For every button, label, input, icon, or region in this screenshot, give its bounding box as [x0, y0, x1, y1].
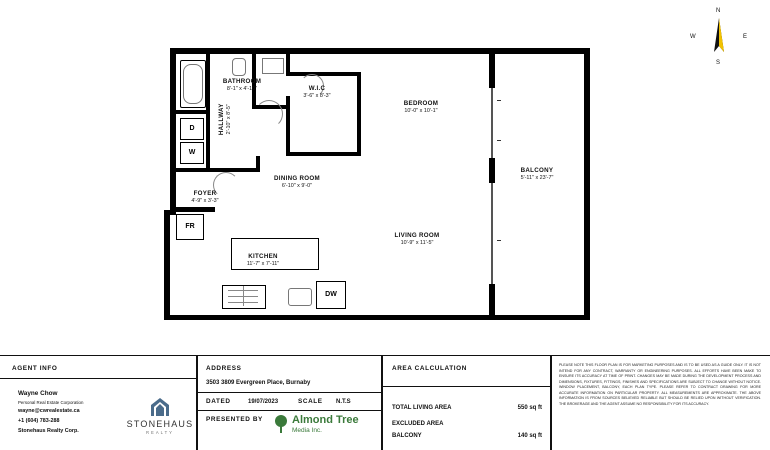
- interior-wall-dining-left: [256, 156, 260, 172]
- footer-divider-3: [550, 356, 552, 450]
- room-label-kitchen: [224, 253, 302, 268]
- room-dims: 10'-9" x 11'-5": [400, 239, 434, 246]
- house-logo-icon: [150, 397, 170, 417]
- interior-wall-wic-top: [286, 72, 361, 76]
- fridge-label: FR: [185, 223, 195, 230]
- room-dims: 8'-1" x 4'-10": [226, 85, 258, 92]
- room-label-dining-room: [258, 175, 336, 190]
- producer-sub: Media Inc.: [292, 427, 322, 434]
- window-glazing-upper: [491, 88, 493, 158]
- agent-email[interactable]: wayne@cwrealestate.ca: [18, 408, 80, 414]
- interior-wall-foyer-bottom: [170, 207, 215, 212]
- room-name: KITCHEN: [248, 253, 278, 260]
- area-row-value: 140 sq ft: [517, 433, 542, 439]
- room-label-wic: [288, 85, 346, 100]
- area-row-value: 550 sq ft: [517, 405, 542, 411]
- tree-logo-icon: [274, 415, 288, 433]
- agent-phone[interactable]: +1 (604) 783-288: [18, 418, 60, 424]
- compass-needle-icon: [688, 8, 750, 70]
- scale-label: SCALE: [298, 398, 323, 405]
- room-dims: 2'-10" x 8'-5": [225, 104, 232, 135]
- interior-wall-hall-left: [206, 54, 210, 169]
- area-header-rule: [381, 386, 550, 387]
- agent-info-header: AGENT INFO: [12, 365, 58, 372]
- interior-wall-wic-left-b: [286, 96, 290, 156]
- room-label-bedroom: [382, 100, 460, 115]
- agent-header-rule: [0, 378, 196, 379]
- area-row-label: TOTAL LIVING AREA: [392, 405, 452, 411]
- washer-label: W: [188, 149, 196, 156]
- exterior-wall-bottom: [164, 315, 494, 320]
- area-row-label: BALCONY: [392, 433, 422, 439]
- dishwasher-appliance: [316, 281, 346, 309]
- room-name: HALLWAY: [217, 103, 225, 136]
- compass-rose: [688, 8, 750, 70]
- dated-rule: [196, 410, 381, 411]
- bathtub-basin: [183, 64, 203, 104]
- dryer-appliance: [180, 118, 204, 140]
- balcony-tick-3: [497, 240, 501, 241]
- washer-appliance: [180, 142, 204, 164]
- brokerage-sub: REALTY: [146, 430, 174, 435]
- room-dims: 6'-10" x 9'-0": [281, 182, 313, 189]
- agent-name: Wayne Chow: [18, 390, 58, 397]
- room-label-balcony: [488, 167, 586, 182]
- stove-divider: [243, 286, 244, 306]
- agent-company: Stonehaus Realty Corp.: [18, 428, 79, 434]
- balcony-railing-right: [584, 48, 590, 320]
- balcony-railing-bottom: [495, 315, 590, 320]
- address-header: ADDRESS: [206, 365, 242, 372]
- bathroom-sink-fixture: [262, 58, 284, 74]
- interior-wall-foyer-top: [210, 168, 260, 172]
- footer-divider-2: [381, 356, 383, 450]
- interior-wall-dining-top: [286, 152, 361, 156]
- compass-south-label: S: [716, 60, 721, 66]
- dated-label: DATED: [206, 398, 231, 405]
- balcony-wall-a: [489, 48, 495, 88]
- door-swing-bathroom: [255, 100, 283, 128]
- kitchen-sink-fixture: [288, 288, 312, 306]
- window-glazing-lower: [491, 183, 493, 284]
- producer-name: Almond Tree: [292, 414, 359, 426]
- room-label-living-room: [378, 232, 456, 247]
- room-label-hallway: [218, 89, 233, 149]
- brokerage-name: STONEHAUS: [126, 419, 194, 429]
- balcony-tick-2: [497, 140, 501, 141]
- fridge-appliance: [176, 214, 204, 240]
- presented-by-label: PRESENTED BY: [206, 416, 263, 423]
- floor-plan-footer: [0, 355, 770, 450]
- area-calculation-header: AREA CALCULATION: [392, 365, 467, 372]
- room-dims: 11'-7" x 7'-11": [246, 260, 280, 267]
- exterior-wall-left-lower: [164, 210, 170, 320]
- room-name: BATHROOM: [222, 78, 262, 85]
- dated-value: 19/07/2023: [248, 399, 279, 405]
- area-row-label: EXCLUDED AREA: [392, 421, 444, 427]
- room-label-foyer: [170, 190, 240, 205]
- stove-appliance: [222, 285, 266, 309]
- room-name: DINING ROOM: [274, 175, 320, 182]
- disclaimer-text: PLEASE NOTE THIS FLOOR PLAN IS FOR MARKETING PURPOSES AND IS TO BE USED AS A GUIDE ONLY. IT IS NOT INTEND FOR ANY CONTRACT, WARRANTY OR ENGINEERING PURPOSES. ALL EFFORTS HAVE BEEN MAKE TO ENSURE ITS ACCURACY AT TIME OF PRINT. CHANGES MAY BE MADE DURING THE DEVELOPMENT PROCESS AND DIMENSIONS, FIXTURES, FITTINGS, FINISHES AND SPECIFICATIONS ARE SUBJECT TO CHANGE WITHOUT NOTICE. WINDOW PLACEMENT, BALCONY, EACH PLAN TYPE. PLEASE REFER TO CONTRACT DRAWING FOR MORE ACCURATE INFORMATION ON PARTICULAR PROPERTY. ALL MEASUREMENTS ARE APPROXIMATE. THE ABOVE INFORMATION IS FROM SOURCES BELIEVED RELIABLE BUT SHOULD BE RELIED UPON WITHOUT VERIFICATION. THE BROKERAGE AND THE AGENT ASSUME NO RESPONSIBILITY FOR ITS ACCURACY.: [559, 363, 761, 406]
- room-dims: 3'-6" x 8'-3": [303, 92, 331, 99]
- room-name: LIVING ROOM: [394, 232, 440, 239]
- exterior-wall-left-upper: [170, 48, 176, 213]
- room-name: W.I.C: [308, 85, 326, 92]
- room-name: BALCONY: [520, 167, 554, 174]
- dishwasher-label: DW: [325, 291, 337, 298]
- room-dims: 5'-11" x 23'-7": [520, 174, 554, 181]
- room-dims: 10'-0" x 10'-1": [404, 107, 438, 114]
- interior-wall-bedroom-left: [357, 76, 361, 156]
- address-rule: [196, 392, 381, 393]
- interior-wall-laundry-top: [176, 110, 206, 114]
- compass-north-label: N: [716, 8, 721, 14]
- exterior-wall-top: [170, 48, 590, 54]
- room-dims: 4'-9" x 3'-3": [191, 197, 219, 204]
- compass-west-label: W: [690, 34, 696, 40]
- interior-wall-laundry-bottom: [176, 168, 210, 172]
- address-value: 3503 3809 Evergreen Place, Burnaby: [206, 380, 311, 386]
- dryer-label: D: [189, 125, 195, 132]
- balcony-tick-1: [497, 100, 501, 101]
- agent-title: Personal Real Estate Corporation: [18, 400, 84, 405]
- scale-value: N.T.S: [336, 399, 351, 405]
- room-name: FOYER: [193, 190, 217, 197]
- footer-divider-1: [196, 356, 198, 450]
- room-name: BEDROOM: [403, 100, 439, 107]
- compass-east-label: E: [743, 34, 748, 40]
- toilet-fixture: [232, 58, 246, 76]
